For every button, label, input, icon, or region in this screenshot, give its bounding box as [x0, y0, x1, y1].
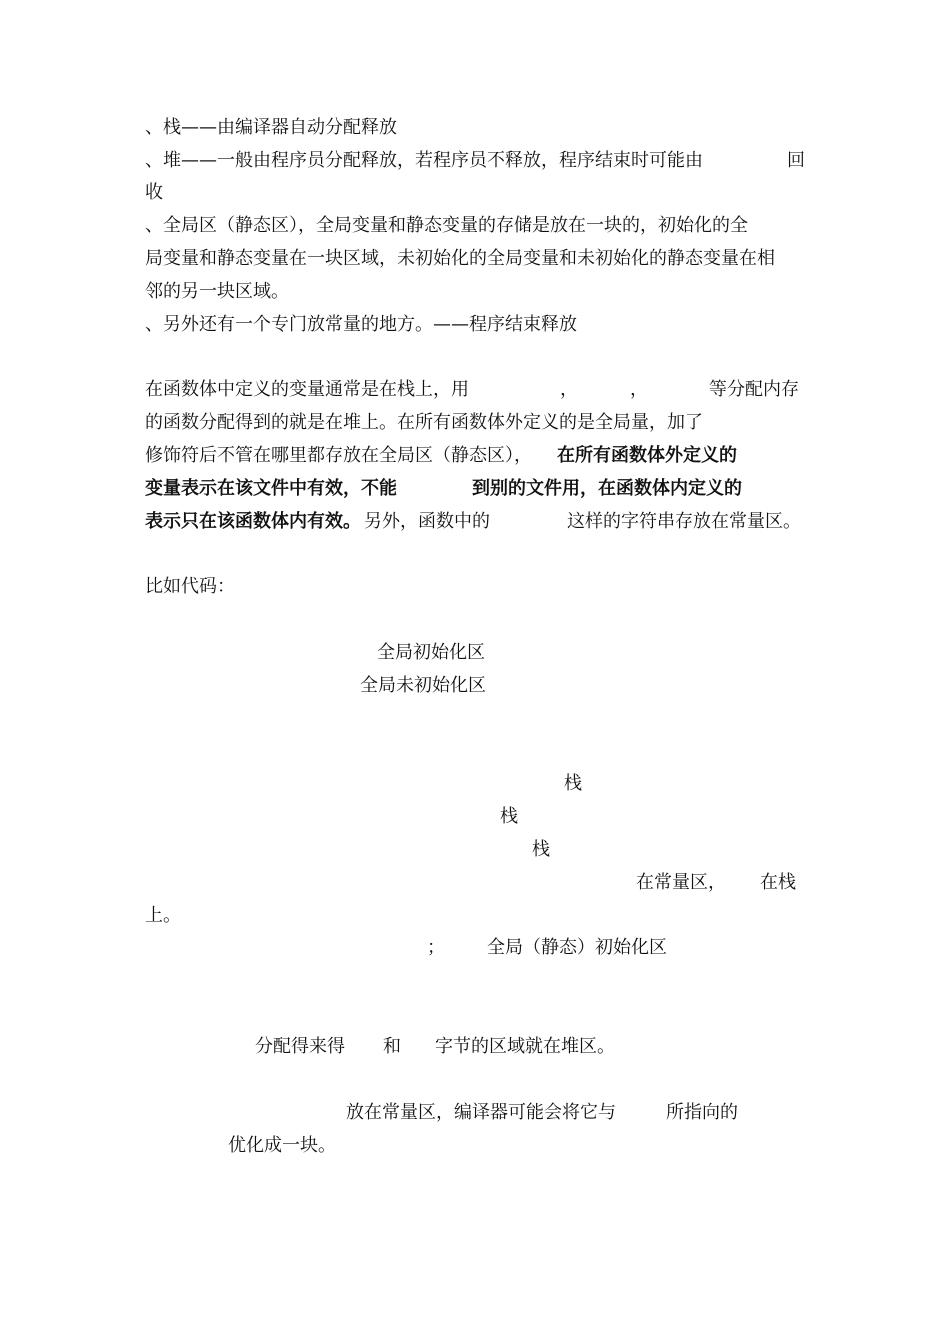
paragraph-line1-c: ，: [630, 379, 648, 400]
paragraph-line5-b: 另外，函数中的: [364, 511, 490, 532]
code-comment-stack-2: 栈: [500, 806, 518, 827]
code-comment-const-a: 在常量区，: [636, 872, 726, 893]
list-item-stack: 、栈——由编译器自动分配释放: [145, 117, 397, 138]
code-comment-heap-c: 字节的区域就在堆区。: [435, 1036, 615, 1057]
code-comment-const-b: 在栈: [760, 872, 796, 893]
code-comment-optimize-a: 放在常量区，编译器可能会将它与: [346, 1102, 616, 1123]
paragraph-line4-b: 到别的文件用，在函数体内定义的: [472, 478, 742, 499]
code-comment-global-uninit: 全局未初始化区: [360, 675, 486, 696]
list-item-heap-line2: 收: [145, 182, 163, 203]
paragraph-line1-a: 在函数体中定义的变量通常是在栈上，用: [145, 379, 469, 400]
code-comment-static-b: 全局（静态）初始化区: [487, 937, 667, 958]
code-comment-const-c: 上。: [145, 905, 181, 926]
paragraph-line1-b: ，: [560, 379, 578, 400]
code-comment-optimize-c: 优化成一块。: [228, 1135, 336, 1156]
paragraph-line5-c: 这样的字符串存放在常量区。: [567, 511, 801, 532]
paragraph-line2: 的函数分配得到的就是在堆上。在所有函数体外定义的是全局量，加了: [145, 412, 703, 433]
code-comment-global-init: 全局初始化区: [377, 642, 485, 663]
list-item-global-line3: 邻的另一块区域。: [145, 281, 289, 302]
list-item-global-line2: 局变量和静态变量在一块区域，未初始化的全局变量和未初始化的静态变量在相: [145, 248, 775, 269]
paragraph-line1-d: 等分配内存: [709, 379, 799, 400]
list-item-heap-line1: 、堆——一般由程序员分配释放，若程序员不释放，程序结束时可能由: [145, 150, 703, 171]
list-item-global-line1: 、全局区（静态区），全局变量和静态变量的存储是放在一块的，初始化的全: [145, 215, 748, 236]
paragraph-line5-a: 表示只在该函数体内有效。: [145, 511, 361, 532]
list-item-heap-line1-end: 回: [787, 150, 805, 171]
code-comment-heap-a: 分配得来得: [255, 1036, 345, 1057]
code-comment-heap-b: 和: [383, 1036, 401, 1057]
code-comment-optimize-b: 所指向的: [666, 1102, 738, 1123]
list-item-constant: 、另外还有一个专门放常量的地方。——程序结束释放: [145, 314, 577, 335]
paragraph-line3-a: 修饰符后不管在哪里都存放在全局区（静态区），: [145, 445, 532, 466]
code-comment-stack-3: 栈: [532, 839, 550, 860]
example-label: 比如代码：: [145, 576, 235, 597]
paragraph-line4-a: 变量表示在该文件中有效，不能: [145, 478, 397, 499]
code-comment-stack-1: 栈: [564, 773, 582, 794]
code-comment-static-a: ；: [427, 937, 445, 958]
paragraph-line3-b: 在所有函数体外定义的: [557, 445, 737, 466]
